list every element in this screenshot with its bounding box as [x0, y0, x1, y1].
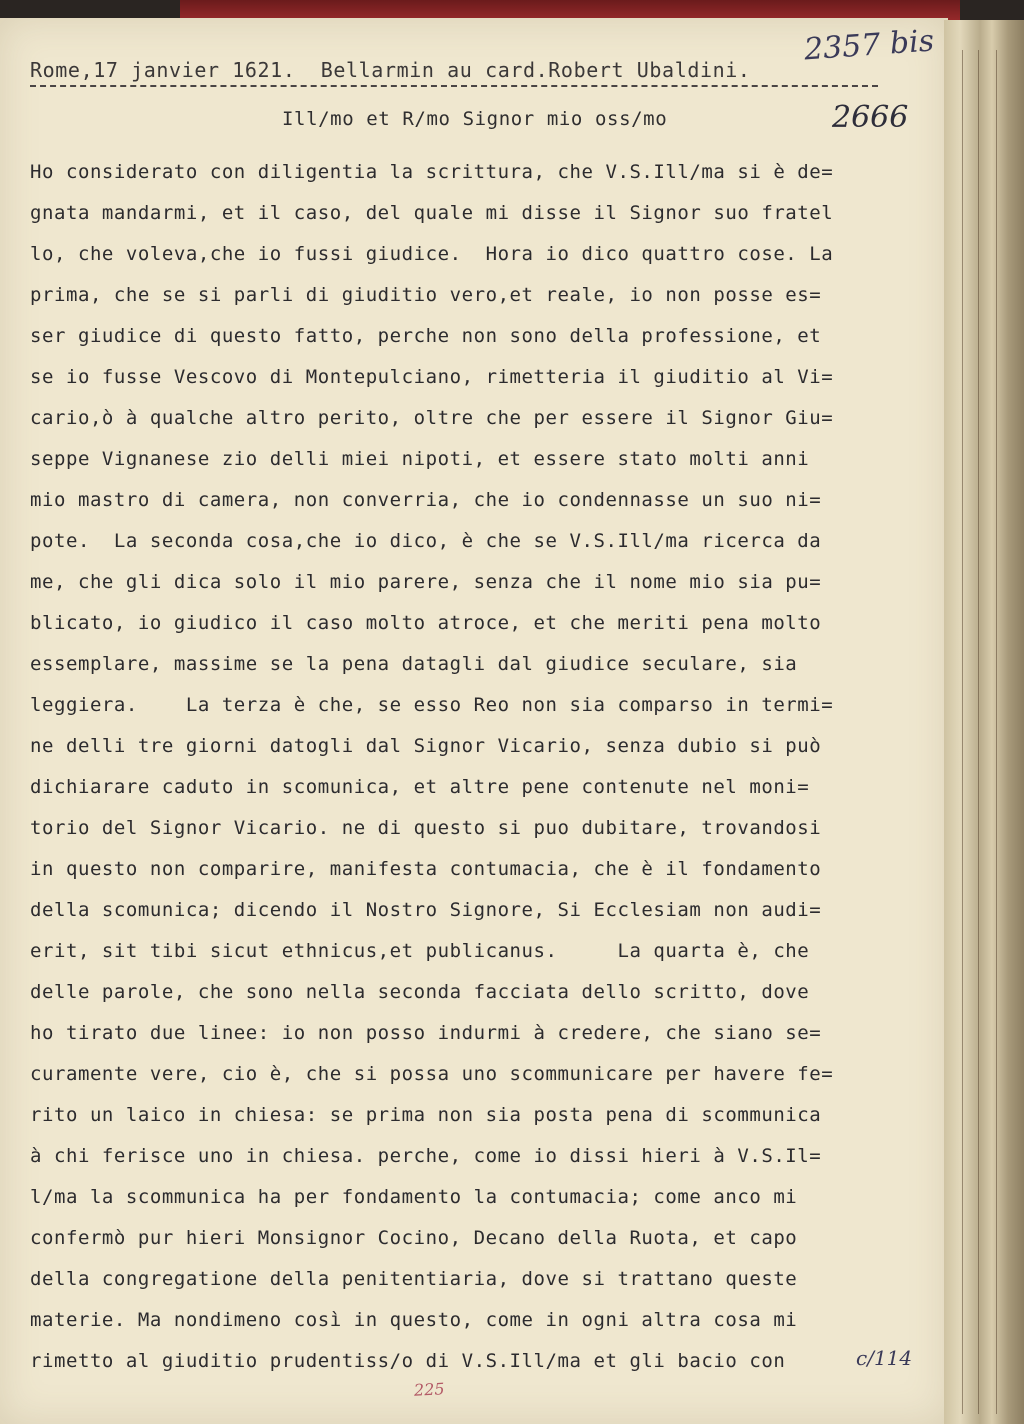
body-line: curamente vere, cio è, che si possa uno scommunicare per havere fe=: [30, 1063, 834, 1085]
body-line: cario,ò à qualche altro perito, oltre che per essere il Signor Giu=: [30, 407, 834, 429]
body-line: à chi ferisce uno in chiesa. perche, come io dissi hieri à V.S.Il=: [30, 1145, 822, 1167]
body-line: Ho considerato con diligentia la scrittura, che V.S.Ill/ma si è de=: [30, 161, 834, 183]
body-line: essemplare, massime se la pena datagli dal giudice seculare, sia: [30, 653, 798, 675]
body-line: confermò pur hieri Monsignor Cocino, Decano della Ruota, et capo: [30, 1227, 798, 1249]
body-line: ser giudice di questo fatto, perche non sono della professione, et: [30, 325, 822, 347]
body-line: della scomunica; dicendo il Nostro Signore, Si Ecclesiam non audi=: [30, 899, 822, 921]
body-line: in questo non comparire, manifesta contumacia, che è il fondamento: [30, 858, 822, 880]
letter-header: Rome,17 janvier 1621. Bellarmin au card.Robert Ubaldini.: [30, 58, 751, 82]
body-line: blicato, io giudico il caso molto atroce, et che meriti pena molto: [30, 612, 822, 634]
body-line: l/ma la scommunica ha per fondamento la contumacia; come anco mi: [30, 1186, 798, 1208]
header-dashed-rule: [30, 85, 878, 87]
body-line: delle parole, che sono nella seconda facciata dello scritto, dove: [30, 981, 810, 1003]
body-line: me, che gli dica solo il mio parere, senza che il nome mio sia pu=: [30, 571, 822, 593]
body-line: se io fusse Vescovo di Montepulciano, rimetteria il giuditio al Vi=: [30, 366, 834, 388]
binding-line: [978, 50, 979, 1414]
binding-line: [996, 50, 997, 1414]
letter-salutation: Ill/mo et R/mo Signor mio oss/mo: [282, 108, 668, 130]
body-line: leggiera. La terza è che, se esso Reo non sia comparso in termi=: [30, 694, 834, 716]
body-line: mio mastro di camera, non converria, che io condennasse un suo ni=: [30, 489, 822, 511]
body-line: materie. Ma nondimeno così in questo, come in ogni altra cosa mi: [30, 1309, 798, 1331]
letter-body: [30, 160, 913, 1390]
book-binding-edge: [944, 20, 1024, 1424]
body-line: dichiarare caduto in scomunica, et altre pene contenute nel moni=: [30, 776, 810, 798]
body-line: seppe Vignanese zio delli miei nipoti, et essere stato molti anni: [30, 448, 810, 470]
body-line: torio del Signor Vicario. ne di questo si puo dubitare, trovandosi: [30, 817, 822, 839]
body-line: erit, sit tibi sicut ethnicus,et publicanus. La quarta è, che: [30, 940, 810, 962]
handwritten-archive-number: 2357 bis: [802, 23, 936, 68]
binding-line: [962, 50, 963, 1414]
body-line: lo, che voleva,che io fussi giudice. Hora io dico quattro cose. La: [30, 243, 834, 265]
body-line: pote. La seconda cosa,che io dico, è che se V.S.Ill/ma ricerca da: [30, 530, 822, 552]
body-line: ho tirato due linee: io non posso indurmi à credere, che siano se=: [30, 1022, 822, 1044]
body-line: ne delli tre giorni datogli dal Signor Vicario, senza dubio si può: [30, 735, 822, 757]
body-line: rito un laico in chiesa: se prima non sia posta pena di scommunica: [30, 1104, 822, 1126]
body-line: rimetto al giuditio prudentiss/o di V.S.Ill/ma et gli bacio con: [30, 1350, 786, 1372]
body-line: prima, che se si parli di giuditio vero,et reale, io non posse es=: [30, 284, 822, 306]
body-line: della congregatione della penitentiaria, dove si trattano queste: [30, 1268, 798, 1290]
handwritten-folio-number: 225: [413, 1379, 446, 1400]
handwritten-reference-number: 2666: [832, 100, 909, 135]
body-line: gnata mandarmi, et il caso, del quale mi disse il Signor suo fratel: [30, 202, 834, 224]
handwritten-page-mark: c/114: [856, 1346, 913, 1370]
